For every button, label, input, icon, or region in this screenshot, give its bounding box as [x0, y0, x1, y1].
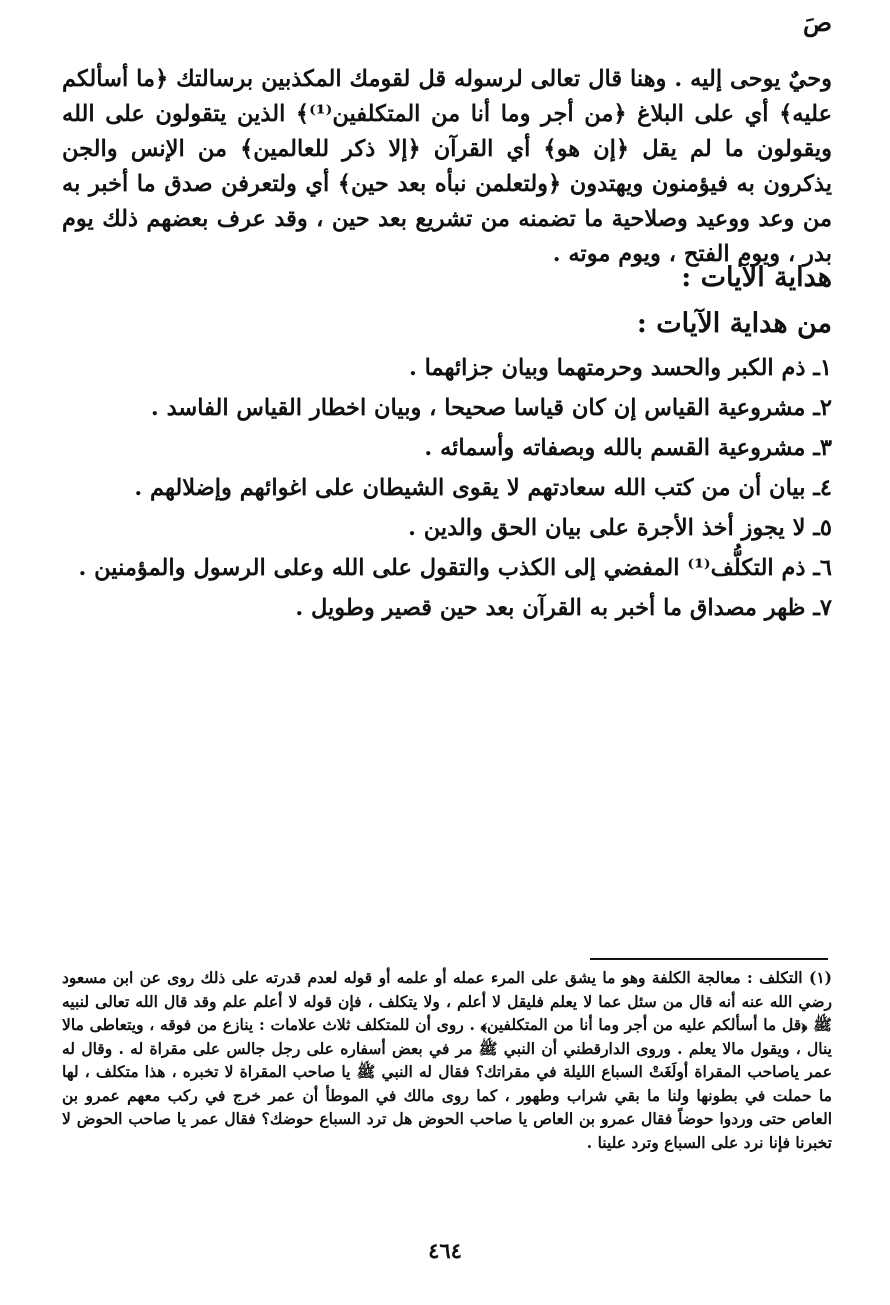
tafsir-paragraph-text: وحيٌ يوحى إليه . وهنا قال تعالى لرسوله قل لقومك المكذبين برسالتك ﴿ما أسألكم عليه﴾ أي على البلاغ ﴿من أجر وما أنا من المتكلفين⁽¹⁾﴾ الذين يتقولون على الله ويقولون ما لم يقل ﴿إن هو﴾ أي القرآن ﴿إلا ذكر للعالمين﴾ من الإنس والجن يذكرون به فيؤمنون ويهتدون ﴿ولتعلمن نبأه بعد حين﴾ أي ولتعرفن صدق ما أخبر به من وعد ووعيد وصلاحية ما تضمنه من تشريع بعد حين ، وقد عرف بعضهم ذلك يوم بدر ، ويوم الفتح ، ويوم موته . — [62, 66, 832, 267]
footnote — [62, 966, 832, 1154]
surah-header: صَ — [802, 8, 832, 37]
tafsir-paragraph — [62, 62, 832, 272]
guidance-point: ٤ـ بيان أن من كتب الله سعادتهم لا يقوى الشيطان على اغوائهم وإضلالهم . — [134, 475, 832, 501]
page-number: ٤٦٤ — [428, 1238, 462, 1263]
guidance-point: ٧ـ ظهر مصداق ما أخبر به القرآن بعد حين قصير وطويل . — [295, 595, 832, 621]
guidance-point: ٥ـ لا يجوز أخذ الأجرة على بيان الحق والدين . — [408, 515, 832, 541]
guidance-point: ١ـ ذم الكبر والحسد وحرمتهما وبيان جزائهما . — [408, 355, 832, 381]
footnote-divider — [590, 958, 828, 960]
footnote-text: (١) التكلف : معالجة الكلفة وهو ما يشق على المرء عمله أو علمه أو قوله لعدم قدرته على ذلك روى عن ابن مسعود رضي الله عنه أنه قال من سئل عما لا يعلم فليقل لا أعلم ، ولا يتكلف ، فإن قوله لا أعلم علم وقد قال الله تعالى لنبيه ﷺ ﴿قل ما أسألكم عليه من أجر وما أنا من المتكلفين﴾ . روى أن للمتكلف ثلاث علامات : ينازع من فوقه ، ويتعاطى مالا ينال ، ويقول مالا يعلم . وروى الدارقطني أن النبي ﷺ مر في بعض أسفاره على رجل جالس على مقراة له . وقال له عمر ياصاحب المقراة أولَغَتْ السباع الليلة في مقراتك؟ فقال له النبي ﷺ يا صاحب المقراة لا تخبره ، هذا متكلف ، لها ما حملت في بطونها ولنا ما بقي شراب وطهور ، كما روى مالك في الموطأ أن عمر خرج في ركب معهم عمرو بن العاص حتى وردوا حوضاً فقال عمرو بن العاص يا صاحب الحوض هل ترد السباع حوضك؟ فقال عمر يا صاحب الحوض لا تخبرنا فإنا نرد على السباع وترد علينا . — [62, 968, 832, 1152]
section-heading-verses-guidance: هداية الآيات : — [681, 262, 832, 293]
guidance-point: ٢ـ مشروعية القياس إن كان قياسا صحيحا ، وبيان اخطار القياس الفاسد . — [150, 395, 832, 421]
guidance-points-list — [62, 348, 832, 628]
section-heading-from-verses-guidance: من هداية الآيات : — [636, 308, 832, 339]
guidance-point: ٦ـ ذم التكلُّف⁽¹⁾ المفضي إلى الكذب والتقول على الله وعلى الرسول والمؤمنين . — [78, 555, 832, 581]
guidance-point: ٣ـ مشروعية القسم بالله وبصفاته وأسمائه . — [424, 435, 832, 461]
